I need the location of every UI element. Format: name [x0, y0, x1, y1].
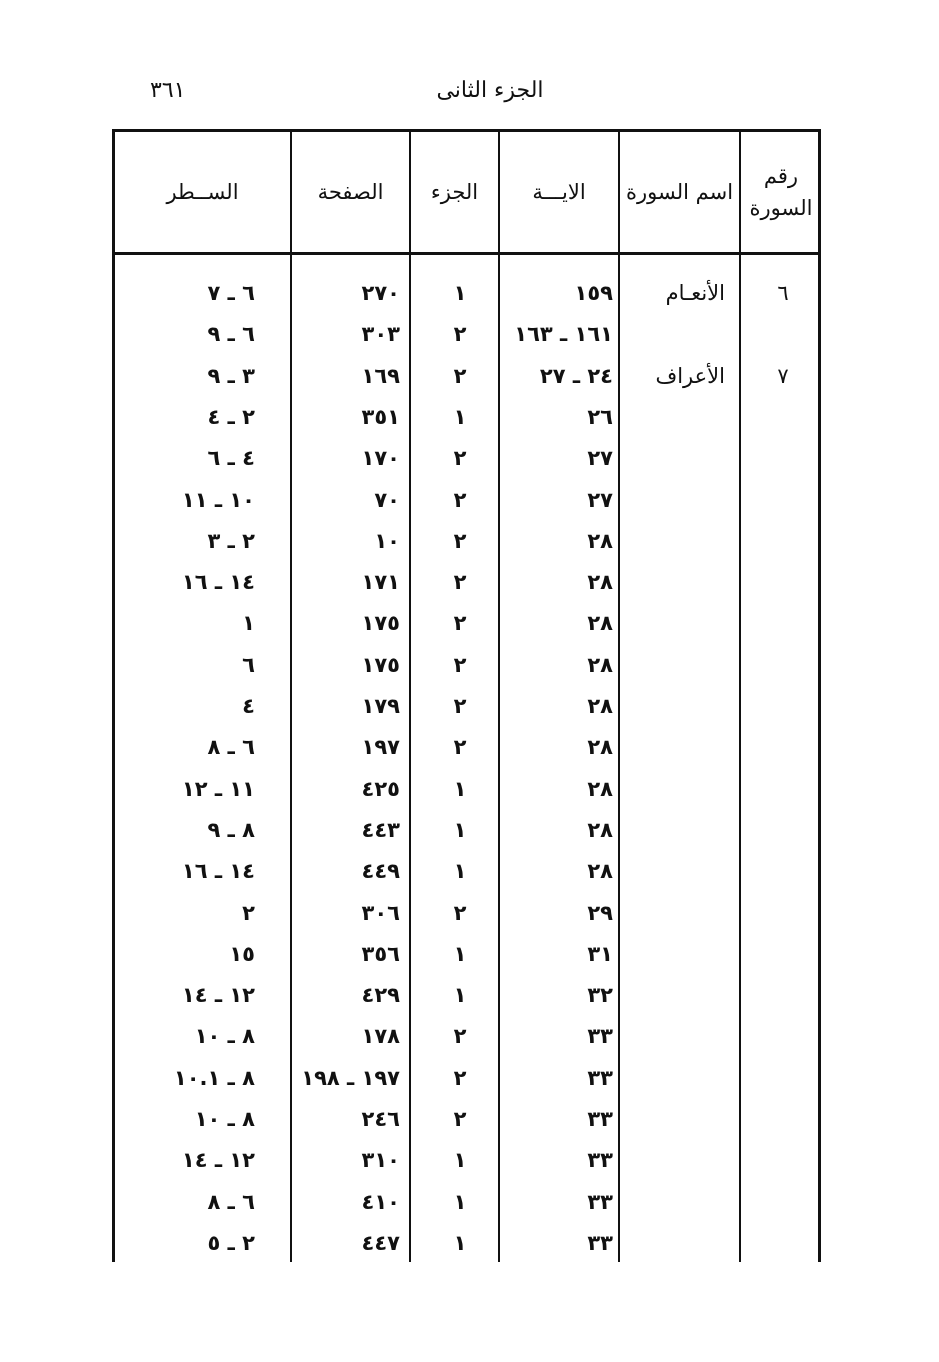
cell-part: ١	[453, 404, 467, 429]
cell-page: ١٩٧	[361, 735, 400, 760]
cell-page: ١٧٥	[361, 611, 400, 636]
table-row	[115, 934, 818, 975]
cell-surah-name: الأعراف	[655, 363, 725, 388]
cell-surah-name	[625, 314, 725, 355]
cell-surah-number	[745, 603, 821, 644]
cell-line: ٦	[242, 652, 255, 677]
cell-part: ١	[453, 776, 467, 801]
cell-page: ٢٧٠	[361, 281, 400, 305]
table-row	[115, 975, 818, 1016]
cell-line: ٦ ـ ٨	[207, 1189, 255, 1214]
header-line: الســطر	[166, 180, 239, 204]
cell-part: ١	[453, 1189, 467, 1214]
cell-verse: ٣٣	[587, 1189, 613, 1214]
table-row	[115, 1058, 818, 1099]
cell-surah-name	[625, 810, 725, 851]
cell-page: ٣٥٦	[361, 941, 400, 966]
cell-page: ١٩٧ ـ ١٩٨	[301, 1065, 400, 1090]
cell-part: ١	[453, 1148, 467, 1173]
cell-line: ١٢ ـ ١٤	[181, 1148, 255, 1173]
cell-page: ١٧٥	[361, 652, 400, 677]
cell-surah-number	[745, 480, 821, 521]
cell-surah-number	[745, 1016, 821, 1057]
cell-line: ٨ ـ ٩	[207, 817, 255, 842]
index-table	[112, 129, 821, 1262]
cell-page: ١٦٩	[361, 363, 400, 388]
cell-verse: ٣٣	[587, 1148, 613, 1173]
cell-surah-number	[745, 314, 821, 355]
cell-surah-number	[745, 727, 821, 768]
cell-surah-name	[625, 645, 725, 686]
cell-page: ٣٠٦	[361, 900, 400, 925]
cell-verse: ١٦١ ـ ١٦٣	[514, 322, 613, 347]
table-row	[115, 893, 818, 934]
cell-line: ٨ ـ ١٠	[194, 1107, 255, 1131]
cell-page: ١٧٠	[361, 446, 400, 471]
cell-part: ١	[453, 817, 467, 842]
cell-page: ٣٠٣	[361, 322, 400, 347]
cell-part: ٢	[453, 735, 467, 760]
cell-surah-name	[625, 438, 725, 479]
table-row	[115, 810, 818, 851]
header-surah-number: رقم السورة	[749, 164, 813, 220]
table-row	[115, 1140, 818, 1181]
cell-surah-number	[745, 521, 821, 562]
cell-line: ١٥	[229, 941, 255, 966]
table-row	[115, 769, 818, 810]
table-row	[115, 851, 818, 892]
cell-line: ٨ ـ ١٠	[194, 1024, 255, 1049]
cell-verse: ٣٣	[587, 1024, 613, 1049]
cell-line: ١٤ ـ ١٦	[181, 859, 255, 884]
cell-part: ٢	[453, 363, 467, 388]
header-verse: الايـــة	[532, 180, 586, 204]
page-number: ٣٦١	[150, 78, 186, 103]
cell-surah-name	[625, 1223, 725, 1264]
table-row	[115, 1223, 818, 1264]
table-row	[115, 480, 818, 521]
cell-verse: ٢٧	[587, 487, 613, 512]
cell-line: ٢ ـ ٣	[207, 528, 255, 553]
cell-line: ٢ ـ ٤	[207, 404, 255, 429]
cell-part: ٢	[453, 611, 467, 636]
cell-page: ٧٠	[374, 487, 400, 512]
cell-line: ٣ ـ ٩	[207, 363, 255, 388]
table-row	[115, 645, 818, 686]
cell-verse: ٣٣	[587, 1065, 613, 1090]
cell-line: ٤ ـ ٦	[207, 446, 255, 471]
cell-surah-number: ٧	[777, 363, 789, 388]
cell-surah-name	[625, 1099, 725, 1140]
cell-surah-number	[745, 851, 821, 892]
cell-surah-number	[745, 769, 821, 810]
cell-page: ٤٤٣	[361, 817, 400, 842]
cell-part: ٢	[453, 1107, 467, 1131]
header-rule	[115, 252, 818, 255]
cell-surah-name	[625, 893, 725, 934]
cell-surah-name	[625, 975, 725, 1016]
cell-verse: ٣٣	[587, 1107, 613, 1131]
cell-page: ٤٢٥	[361, 776, 400, 801]
cell-part: ١	[453, 1230, 467, 1255]
cell-page: ١٠	[374, 528, 400, 553]
cell-part: ١	[453, 859, 467, 884]
header-surah-name: اسم السورة	[625, 180, 734, 204]
cell-page: ١٧٨	[361, 1024, 400, 1049]
cell-page: ٤٤٩	[361, 859, 400, 884]
cell-verse: ٢٨	[587, 570, 613, 595]
cell-surah-number	[745, 686, 821, 727]
header-part: الجزء	[430, 180, 479, 204]
cell-part: ٢	[453, 900, 467, 925]
cell-verse: ٣١	[587, 941, 613, 966]
cell-part: ٢	[453, 570, 467, 595]
cell-verse: ٢٧	[587, 446, 613, 471]
cell-verse: ٢٨	[587, 817, 613, 842]
cell-line: ١٢ ـ ١٤	[181, 983, 255, 1008]
cell-line: ٢ ـ ٥	[207, 1230, 255, 1255]
cell-line: ١٤ ـ ١٦	[181, 570, 255, 595]
cell-surah-name	[625, 1140, 725, 1181]
cell-verse: ٢٨	[587, 652, 613, 677]
cell-surah-number	[745, 1140, 821, 1181]
cell-part: ٢	[453, 322, 467, 347]
cell-line: ٤	[242, 694, 255, 718]
cell-part: ١	[453, 983, 467, 1008]
cell-page: ٢٤٦	[361, 1107, 400, 1131]
cell-page: ٤٢٩	[361, 983, 400, 1008]
table-row	[115, 314, 818, 355]
cell-surah-name	[625, 480, 725, 521]
table-row	[115, 1099, 818, 1140]
cell-part: ٢	[453, 528, 467, 553]
cell-part: ٢	[453, 446, 467, 471]
cell-line: ٨ ـ ١٠.١	[173, 1065, 255, 1090]
table-row	[115, 727, 818, 768]
cell-surah-number	[745, 645, 821, 686]
cell-part: ٢	[453, 652, 467, 677]
table-row	[115, 356, 818, 397]
cell-part: ٢	[453, 487, 467, 512]
cell-surah-number	[745, 893, 821, 934]
header-page: الصفحة	[317, 180, 384, 204]
cell-surah-number	[745, 562, 821, 603]
cell-surah-number	[745, 438, 821, 479]
cell-part: ٢	[453, 1024, 467, 1049]
cell-line: ٦ ـ ٧	[207, 281, 255, 305]
cell-verse: ٢٨	[587, 735, 613, 760]
cell-line: ٢	[242, 900, 255, 925]
cell-line: ٦ ـ ٩	[207, 322, 255, 347]
table-row	[115, 397, 818, 438]
cell-line: ١	[242, 611, 255, 636]
cell-surah-number	[745, 397, 821, 438]
cell-surah-name	[625, 851, 725, 892]
cell-verse: ٢٨	[587, 528, 613, 553]
cell-surah-name	[625, 1016, 725, 1057]
cell-verse: ٢٤ ـ ٢٧	[539, 363, 613, 388]
cell-page: ١٧٩	[361, 694, 400, 718]
cell-verse: ١٥٩	[574, 281, 613, 305]
cell-verse: ٣٢	[587, 983, 613, 1008]
cell-surah-name	[625, 521, 725, 562]
cell-surah-number	[745, 1058, 821, 1099]
cell-part: ٢	[453, 1065, 467, 1090]
cell-page: ٣١٠	[361, 1148, 400, 1173]
table-row	[115, 521, 818, 562]
cell-surah-name	[625, 934, 725, 975]
cell-surah-number	[745, 1182, 821, 1223]
table-row	[115, 1016, 818, 1057]
cell-surah-number	[745, 810, 821, 851]
cell-surah-number: ٦	[777, 281, 789, 305]
cell-surah-number	[745, 975, 821, 1016]
cell-verse: ٢٨	[587, 859, 613, 884]
cell-surah-name	[625, 686, 725, 727]
cell-surah-name	[625, 1058, 725, 1099]
cell-verse: ٢٨	[587, 611, 613, 636]
cell-surah-name: الأنعـام	[665, 281, 725, 305]
running-head: الجزء الثانى	[436, 78, 544, 103]
cell-verse: ٢٨	[587, 776, 613, 801]
cell-page: ١٧١	[361, 570, 400, 595]
cell-line: ١١ ـ ١٢	[181, 776, 255, 801]
cell-page: ٣٥١	[361, 404, 400, 429]
cell-surah-number	[745, 1099, 821, 1140]
cell-verse: ٢٩	[587, 900, 613, 925]
cell-part: ١	[453, 281, 467, 305]
table-row	[115, 1182, 818, 1223]
table-row	[115, 603, 818, 644]
cell-part: ١	[453, 941, 467, 966]
cell-verse: ٣٣	[587, 1230, 613, 1255]
cell-surah-name	[625, 603, 725, 644]
cell-surah-number	[745, 1223, 821, 1264]
cell-page: ٤١٠	[361, 1189, 400, 1214]
table-row	[115, 686, 818, 727]
cell-line: ١٠ ـ ١١	[181, 487, 255, 512]
cell-verse: ٢٨	[587, 694, 613, 718]
cell-surah-name	[625, 397, 725, 438]
cell-line: ٦ ـ ٨	[207, 735, 255, 760]
cell-surah-name	[625, 562, 725, 603]
cell-surah-name	[625, 769, 725, 810]
table-row	[115, 562, 818, 603]
cell-surah-name	[625, 1182, 725, 1223]
cell-surah-name	[625, 727, 725, 768]
table-row	[115, 438, 818, 479]
table-row	[115, 273, 818, 314]
cell-surah-number	[745, 934, 821, 975]
cell-page: ٤٤٧	[361, 1230, 400, 1255]
cell-verse: ٢٦	[587, 404, 613, 429]
cell-part: ٢	[453, 694, 467, 718]
